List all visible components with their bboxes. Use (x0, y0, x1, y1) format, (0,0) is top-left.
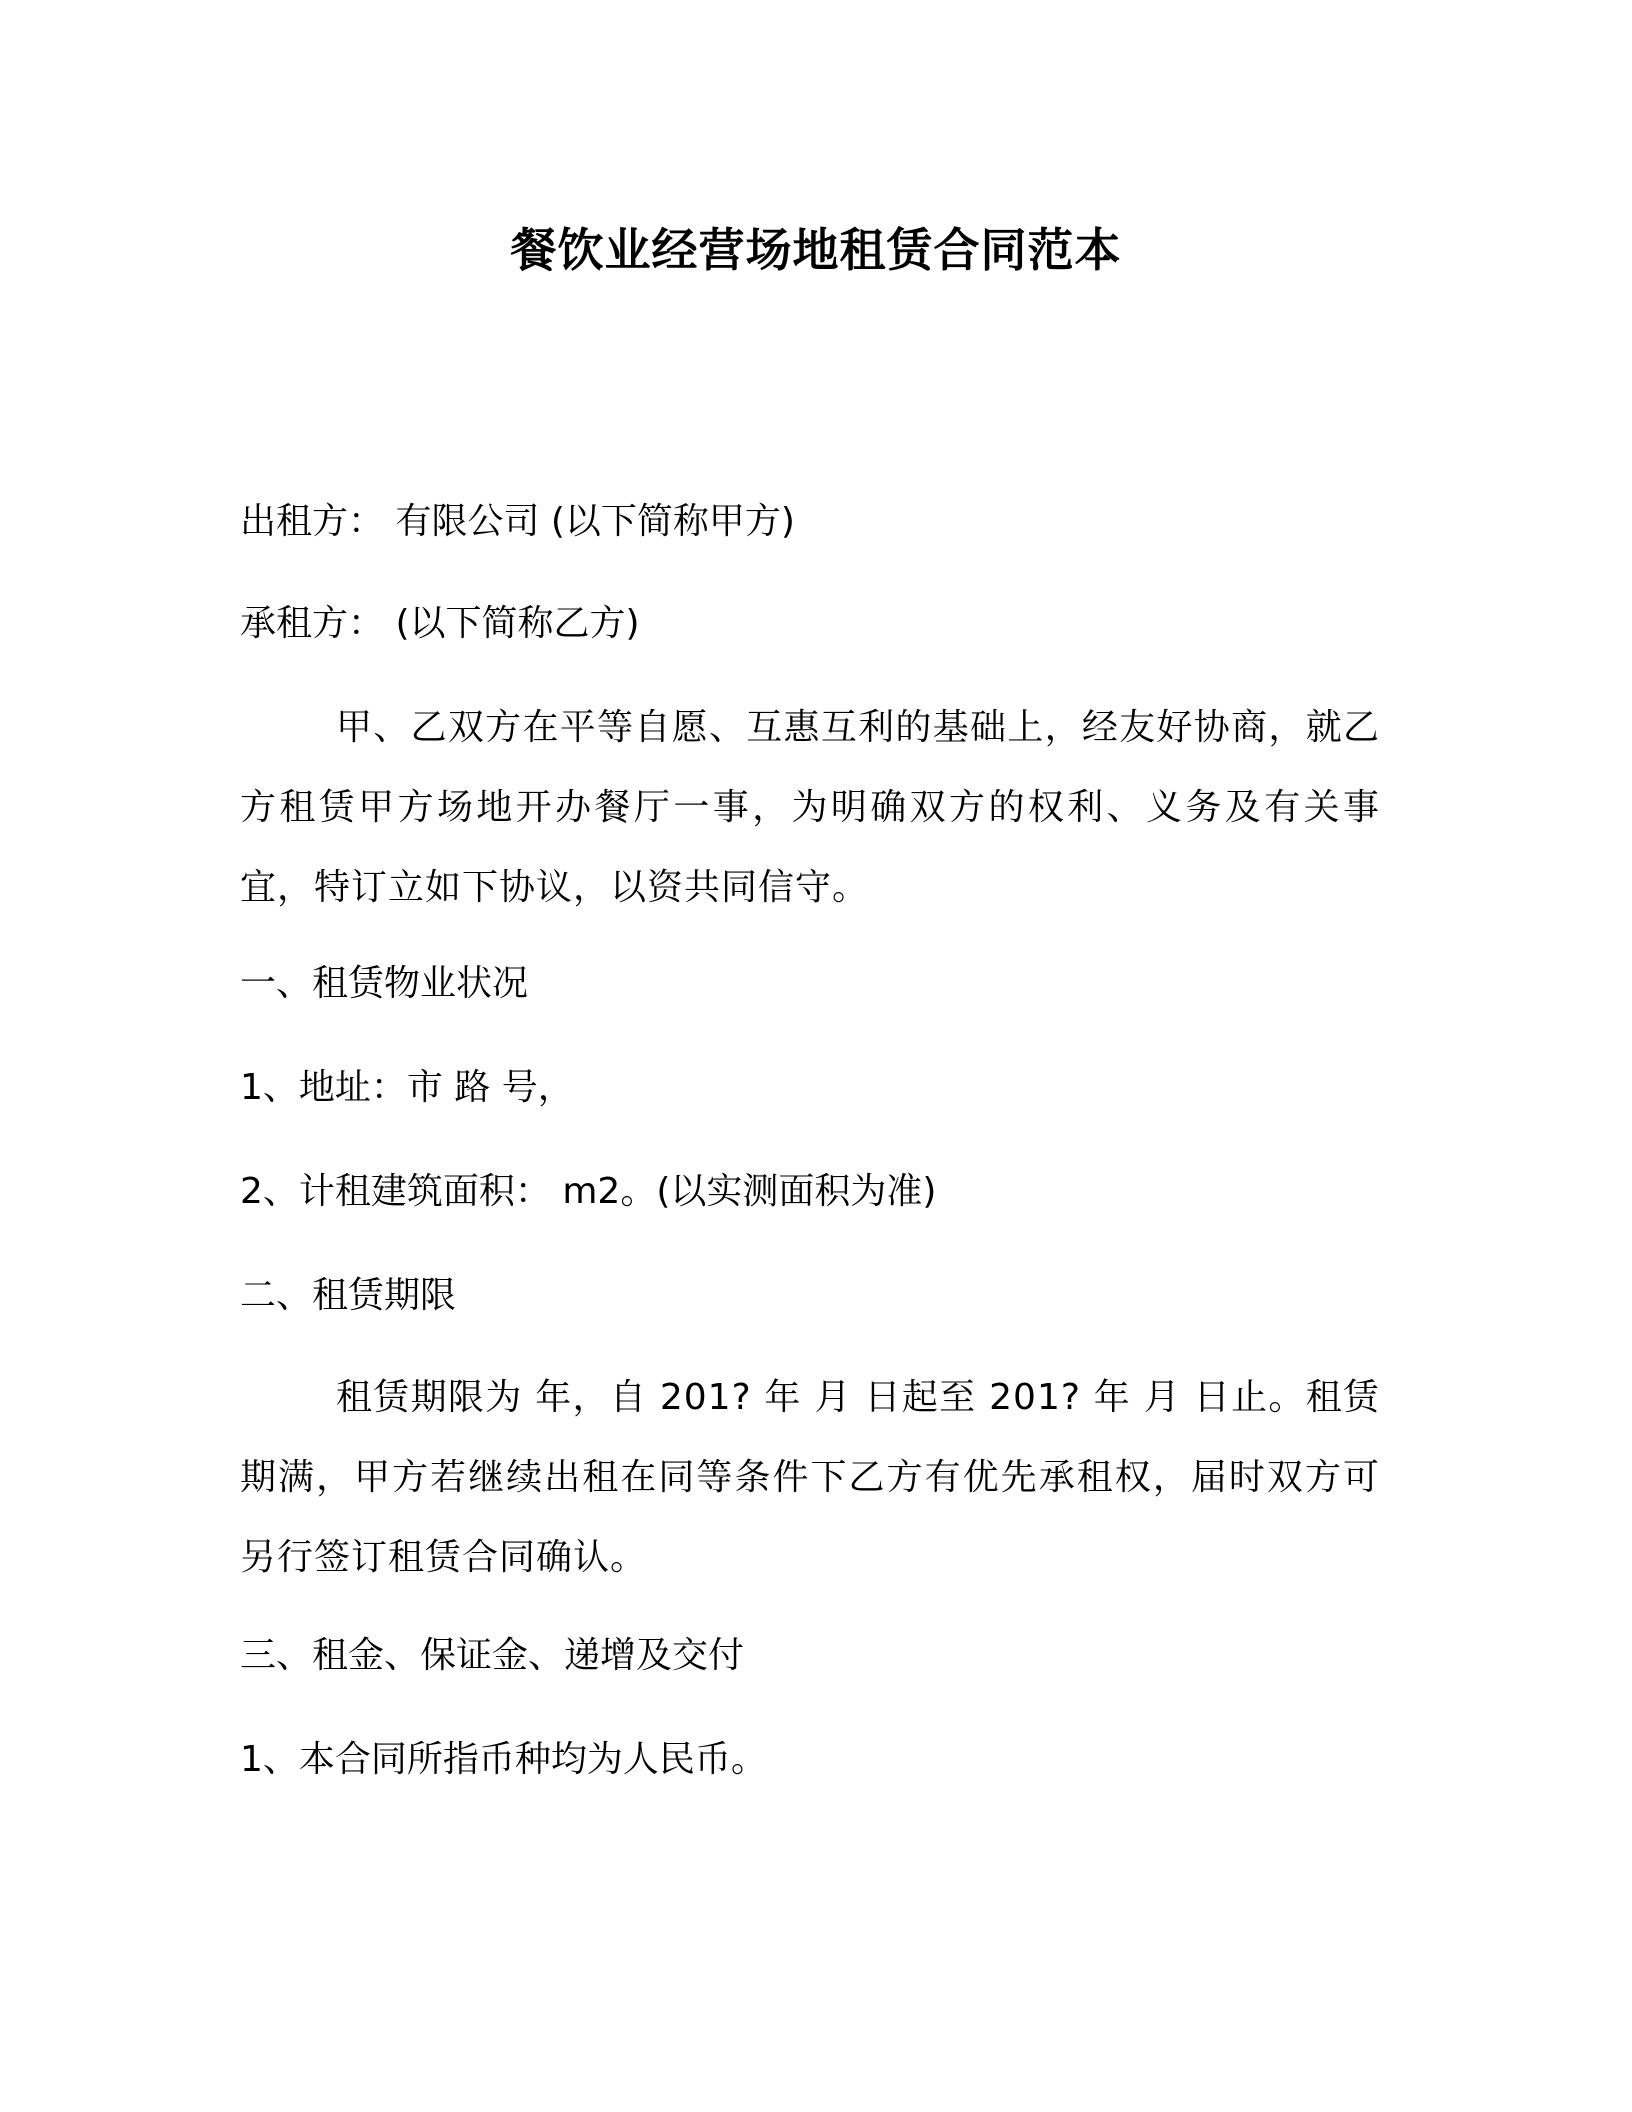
lessor-line: 出租方： 有限公司 (以下简称甲方) (240, 501, 795, 542)
section-2-heading: 二、租赁期限 (240, 1275, 457, 1316)
section-1-item-area: 2、计租建筑面积： m2。(以实测面积为准) (240, 1171, 937, 1212)
section-1-item-address: 1、地址：市 路 号， (240, 1067, 574, 1108)
preamble-paragraph: 甲、乙双方在平等自愿、互惠互利的基础上，经友好协商，就乙方租赁甲方场地开办餐厅一事，为明确双方的权利、义务及有关事宜，特订立如下协议，以资共同信守。 (240, 707, 1380, 908)
lessee-line: 承租方： (以下简称乙方) (240, 603, 640, 644)
section-3-heading: 三、租金、保证金、递增及交付 (240, 1635, 745, 1676)
document-title: 餐饮业经营场地租赁合同范本 (510, 223, 1122, 277)
section-3-item-currency: 1、本合同所指币种均为人民币。 (240, 1739, 767, 1780)
section-1-heading: 一、租赁物业状况 (240, 963, 529, 1004)
section-2-body: 租赁期限为 年，自 201? 年 月 日起至 201? 年 月 日止。租赁期满，甲方若继续出租在同等条件下乙方有优先承租权，届时双方可另行签订租赁合同确认。 (240, 1377, 1380, 1578)
